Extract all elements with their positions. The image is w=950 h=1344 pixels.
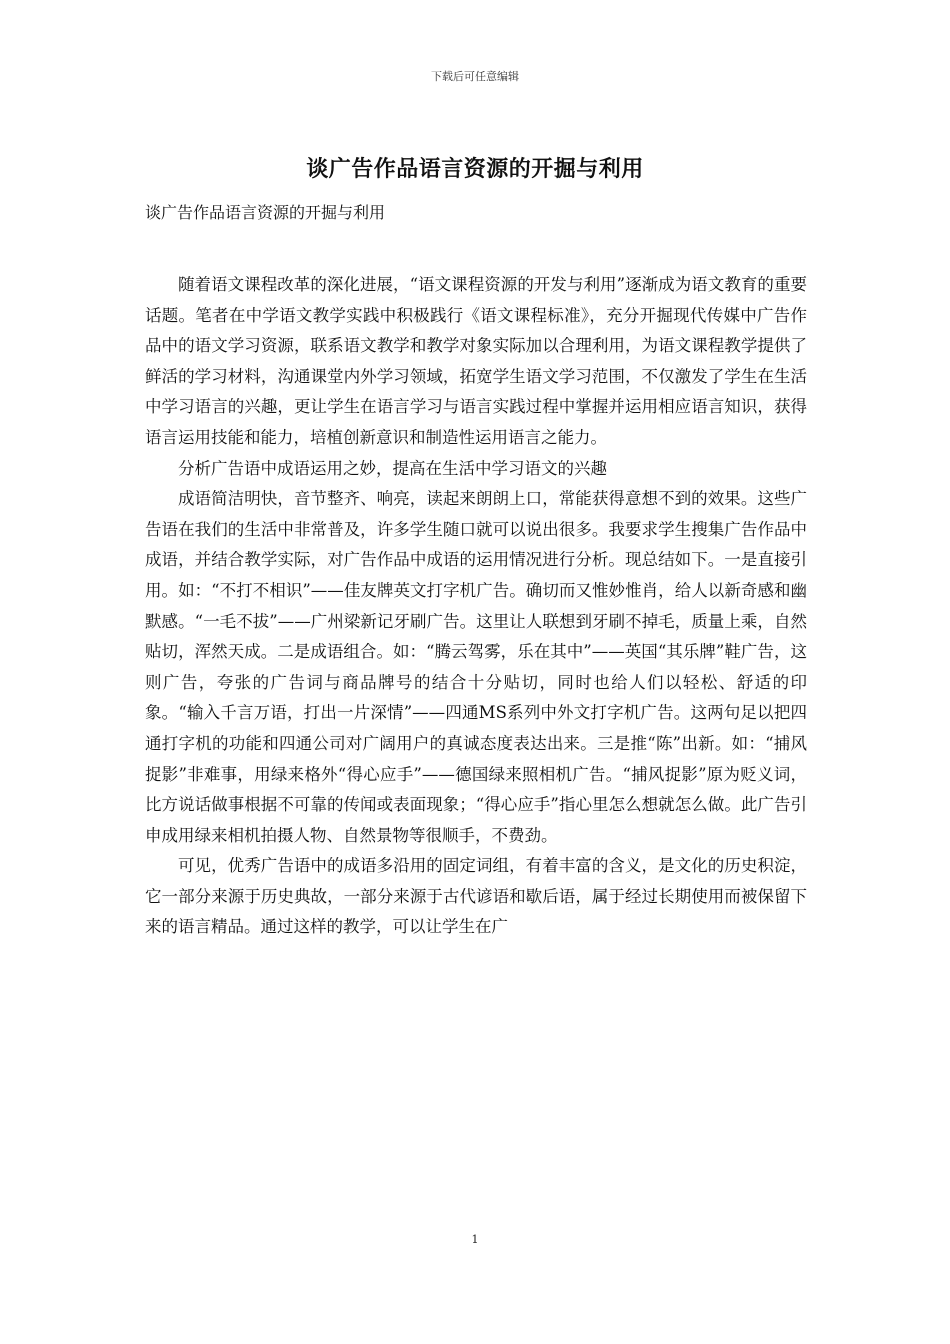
paragraph-idioms-analysis: 成语简洁明快，音节整齐、响亮，读起来朗朗上口，常能获得意想不到的效果。这些广告语在我们的生活中非常普及，许多学生随口就可以说出很多。我要求学生搜集广告作品中成语，并结合教学实际，对广告作品中成语的运用情况进行分析。现总结如下。一是直接引用。如：“不打不相识”——佳友牌英文打字机广告。确切而又惟妙惟肖，给人以新奇感和幽默感。“一毛不拔”——广州梁新记牙刷广告。这里让人联想到牙刷不掉毛，质量上乘，自然贴切，浑然天成。二是成语组合。如：“腾云驾雾，乐在其中”——英国“其乐牌”鞋广告，这则广告，夸张的广告词与商品牌号的结合十分贴切，同时也给人们以轻松、舒适的印象。“输入千言万语，打出一片深情”——四通MS系列中外文打字机广告。这两句足以把四通打字机的功能和四通公司对广阔用户的真诚态度表达出来。三是推“陈”出新。如：“捕风捉影”非难事，用绿来格外“得心应手”——德国绿来照相机广告。“捕风捉影”原为贬义词，比方说话做事根据不可靠的传闻或表面现象；“得心应手”指心里怎么想就怎么做。此广告引申成用绿来相机拍摄人物、自然景物等很顺手，不费劲。	[145, 489, 807, 845]
paragraph-conclusion: 可见，优秀广告语中的成语多沿用的固定词组，有着丰富的含义，是文化的历史积淀，它一部分来源于历史典故，一部分来源于古代谚语和歇后语，属于经过长期使用而被保留下来的语言精品。通过这样的教学，可以让学生在广	[145, 856, 807, 937]
paragraph-intro: 随着语文课程改革的深化进展，“语文课程资源的开发与利用”逐渐成为语文教育的重要话题。笔者在中学语文教学实践中积极践行《语文课程标准》，充分开掘现代传媒中广告作品中的语文学习资源，联系语文教学和教学对象实际加以合理利用，为语文课程教学提供了鲜活的学习材料，沟通课堂内外学习领域，拓宽学生语文学习范围，不仅激发了学生在生活中学习语言的兴趣，更让学生在语言学习与语言实践过程中掌握并运用相应语言知识，获得语言运用技能和能力，培植创新意识和制造性运用语言之能力。	[145, 275, 807, 447]
document-title: 谈广告作品语言资源的开掘与利用	[306, 156, 644, 182]
body-text	[145, 270, 807, 943]
header-note: 下载后可任意编辑	[431, 70, 519, 83]
page-number: 1	[471, 1233, 479, 1246]
paragraph-section-heading: 分析广告语中成语运用之妙，提高在生活中学习语文的兴趣	[178, 458, 607, 478]
document-subtitle: 谈广告作品语言资源的开掘与利用	[145, 203, 386, 222]
